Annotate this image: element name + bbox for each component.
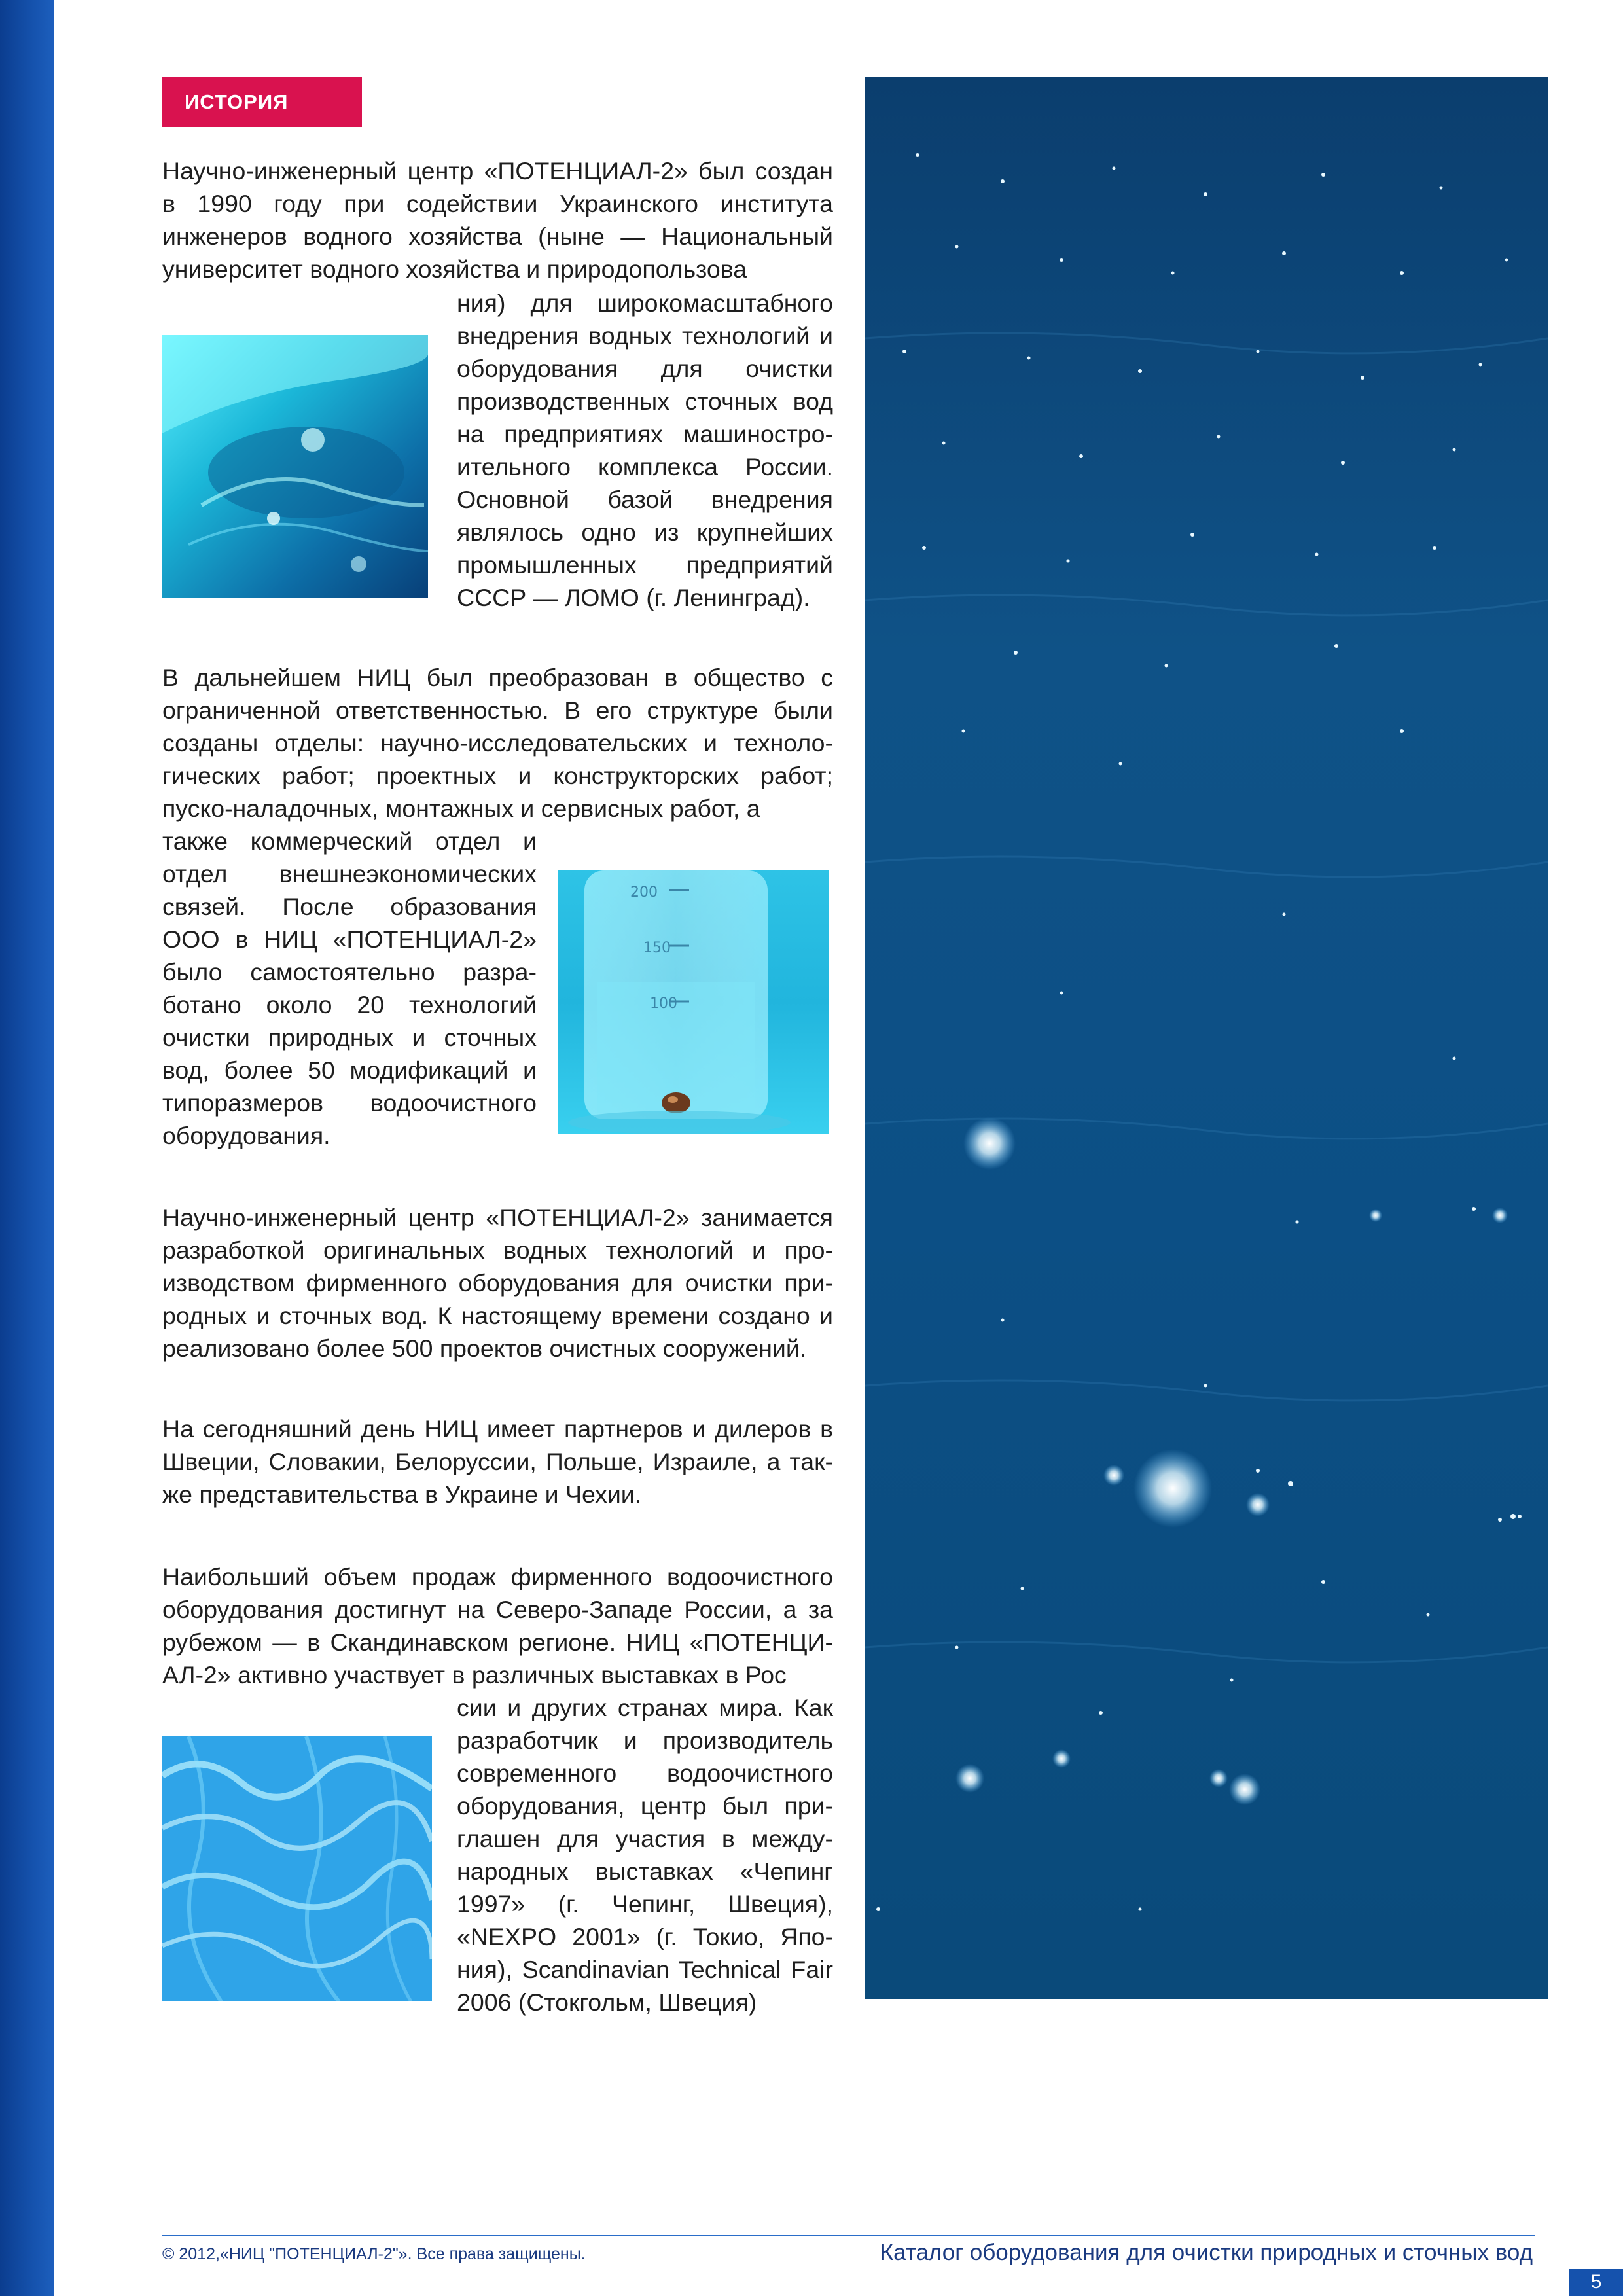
paragraph-4: На сегодняшний день НИЦ имеет партнеров и дилеров в Швеции, Словакии, Белоруссии, Польше, Израиле, а также представительства в Украине и Чехии. bbox=[162, 1415, 833, 1508]
beaker-mark-200: 200 bbox=[630, 884, 658, 901]
paragraph-5-top: Наибольший объем продаж фирменного водоочистного оборудования достигнут на Северо-Западе России, а за рубежом — в Скандинавском регионе. НИЦ «ПОТЕНЦИАЛ-2» активно участвует в различных выставках в Рос bbox=[162, 1563, 833, 1689]
water-drop-photo bbox=[162, 335, 428, 598]
paragraph-2-top: В дальнейшем НИЦ был преобразован в общество с ограниченной ответственностью. В его структуре были созданы отделы: научно-исследовательских и технологических работ; проектных и конструкторских работ; пуско-наладочных, монтажных и сервисных работ, а bbox=[162, 664, 833, 822]
beaker-mark-150: 150 bbox=[643, 940, 671, 956]
section-badge: ИСТОРИЯ bbox=[162, 77, 362, 127]
paragraph-5-side: сии и других странах мира. Как разработчик и производитель современного водоочистного оборудования, центр был приглашен для участия в международных выставках «Чепинг 1997» (г. Чепинг, Швеция), «NEXPO 2001» (г. Токио, Япония), Scandinavian Technical Fair 2006 (Стокгольм, Швеция) bbox=[457, 1694, 833, 2016]
paragraph-1-side: ния) для широкомасштабного внедрения водных технологий и оборудования для очистки производственных сточных вод на предприятиях машиностроительного комплекса России. Основной базой внедрения являлось одно из крупнейших промышленных предприятий СССР — ЛОМО (г. Ленинград). bbox=[457, 289, 833, 611]
footer-rule bbox=[162, 2235, 1535, 2236]
beaker-mark-100: 100 bbox=[650, 996, 677, 1012]
footer-catalog-title: Каталог оборудования для очистки природных и сточных вод bbox=[880, 2240, 1533, 2265]
paragraph-3: Научно-инженерный центр «ПОТЕНЦИАЛ-2» занимается разработкой оригинальных водных технологий и производством фирменного оборудования для очистки природных и сточных вод. К настоящему времени создано и реализовано более 500 проектов очистных сооружений. bbox=[162, 1204, 833, 1362]
footer-copyright: © 2012,«НИЦ "ПОТЕНЦИАЛ-2"». Все права защищены. bbox=[162, 2245, 586, 2263]
pool-water-photo bbox=[162, 1736, 432, 2001]
paragraph-2-side: также коммерческий отдел и отдел внешнеэкономических связей. После образования ООО в НИЦ «ПОТЕНЦИАЛ-2» было самостоятельно разработано около 20 технологий очистки природных и сточных вод, более 50 модификаций и типоразмеров водоочистного оборудования. bbox=[162, 827, 537, 1149]
left-blue-bar bbox=[0, 0, 54, 2296]
sea-photo bbox=[865, 77, 1548, 1999]
beaker-photo bbox=[558, 870, 829, 1134]
page-number: 5 bbox=[1569, 2269, 1623, 2296]
paragraph-1-top: Научно-инженерный центр «ПОТЕНЦИАЛ-2» был создан в 1990 году при содействии Украинского института инженеров водного хозяйства (ныне — Национальный университет водного хозяйства и природопользова bbox=[162, 157, 833, 283]
